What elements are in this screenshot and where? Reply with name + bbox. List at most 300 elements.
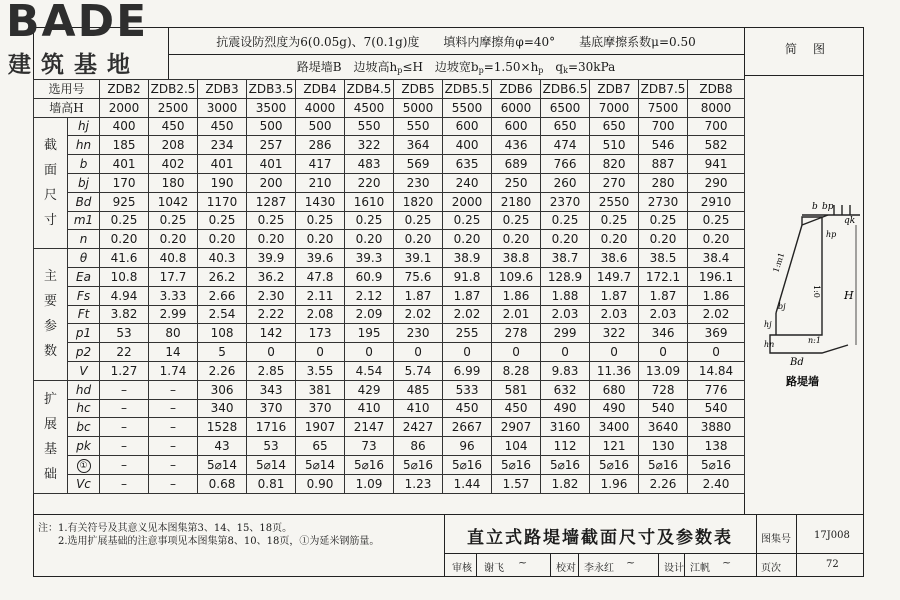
label-bj: bj bbox=[778, 302, 786, 311]
table-row bbox=[34, 380, 745, 399]
table-row-heights bbox=[34, 98, 745, 117]
symbol-cell bbox=[68, 136, 100, 155]
symbol-cell bbox=[68, 343, 100, 362]
value-cell: 700 bbox=[688, 117, 745, 136]
code-cell: ZDB3.5 bbox=[247, 80, 296, 99]
value-cell: 2.01 bbox=[492, 305, 541, 324]
wall-outline bbox=[770, 217, 848, 353]
value-cell: 346 bbox=[639, 324, 688, 343]
value-cell: 417 bbox=[296, 155, 345, 174]
header-select: 选用号 bbox=[34, 80, 100, 99]
value-cell: 689 bbox=[492, 155, 541, 174]
height-cell: 5500 bbox=[443, 98, 492, 117]
condition-line-2 bbox=[168, 58, 744, 75]
cond-text: =30kPa bbox=[567, 60, 616, 74]
value-cell: 13.09 bbox=[639, 361, 688, 380]
tb-sep bbox=[550, 553, 551, 577]
diagram-caption: 路堤墙 bbox=[786, 375, 819, 388]
header-divider bbox=[168, 54, 744, 55]
value-cell: 680 bbox=[590, 380, 639, 399]
value-cell: 299 bbox=[541, 324, 590, 343]
value-cell: 286 bbox=[296, 136, 345, 155]
value-cell: – bbox=[149, 474, 198, 493]
code-cell: ZDB8 bbox=[688, 80, 745, 99]
symbol-cell bbox=[68, 173, 100, 192]
value-cell: 0 bbox=[639, 343, 688, 362]
notes bbox=[38, 522, 379, 548]
value-cell: 2550 bbox=[590, 192, 639, 211]
value-cell: 0 bbox=[394, 343, 443, 362]
value-cell: – bbox=[149, 399, 198, 418]
value-cell: 410 bbox=[394, 399, 443, 418]
value-cell: 0.25 bbox=[198, 211, 247, 230]
value-cell: 364 bbox=[394, 136, 443, 155]
parameter-table bbox=[33, 79, 745, 494]
value-cell: 1.23 bbox=[394, 474, 443, 493]
value-cell: 485 bbox=[394, 380, 443, 399]
value-cell: – bbox=[100, 399, 149, 418]
value-cell: 490 bbox=[541, 399, 590, 418]
value-cell: 0.25 bbox=[149, 211, 198, 230]
code-cell: ZDB7 bbox=[590, 80, 639, 99]
symbol-text: b bbox=[79, 157, 88, 172]
value-cell: 941 bbox=[688, 155, 745, 174]
diagram-title: 简图 bbox=[784, 42, 841, 56]
value-cell: 600 bbox=[443, 117, 492, 136]
value-cell: 533 bbox=[443, 380, 492, 399]
table-row bbox=[34, 437, 745, 456]
wall-diagram bbox=[748, 195, 862, 395]
note-1: 注：1.有关符号及其意义见本图集第3、14、15、18页。 bbox=[38, 523, 293, 534]
cond-sub: p bbox=[538, 66, 544, 75]
value-cell: 96 bbox=[443, 437, 492, 456]
value-cell: 2.54 bbox=[198, 305, 247, 324]
symbol-text: pk bbox=[76, 439, 91, 454]
value-cell: 3.82 bbox=[100, 305, 149, 324]
label-m1: 1:m1 bbox=[771, 251, 787, 274]
check-label: 校对 bbox=[556, 563, 576, 574]
value-cell: 1.87 bbox=[590, 286, 639, 305]
value-cell: 8.28 bbox=[492, 361, 541, 380]
atlas-label-divider bbox=[756, 514, 757, 577]
symbol-cell bbox=[68, 305, 100, 324]
table-row bbox=[34, 418, 745, 437]
value-cell: 306 bbox=[198, 380, 247, 399]
cond-sub: k bbox=[563, 66, 568, 75]
value-cell: 369 bbox=[688, 324, 745, 343]
height-cell: 3500 bbox=[247, 98, 296, 117]
value-cell: 3160 bbox=[541, 418, 590, 437]
value-cell: 53 bbox=[100, 324, 149, 343]
symbol-cell bbox=[68, 361, 100, 380]
value-cell: 257 bbox=[247, 136, 296, 155]
symbol-text: bc bbox=[76, 420, 91, 435]
value-cell: 104 bbox=[492, 437, 541, 456]
height-cell: 5000 bbox=[394, 98, 443, 117]
value-cell: 278 bbox=[492, 324, 541, 343]
value-cell: 190 bbox=[198, 173, 247, 192]
label-bp: bp bbox=[822, 202, 834, 212]
value-cell: 2.40 bbox=[688, 474, 745, 493]
atlas-number: 17J008 bbox=[814, 530, 850, 541]
value-cell: 1.09 bbox=[345, 474, 394, 493]
diagram-title-divider bbox=[744, 75, 864, 76]
page-label: 页次 bbox=[761, 563, 781, 574]
label-H: H bbox=[844, 289, 854, 302]
value-cell: 17.7 bbox=[149, 267, 198, 286]
symbol-text: θ bbox=[79, 251, 88, 266]
value-cell: 4.94 bbox=[100, 286, 149, 305]
value-cell: 0 bbox=[345, 343, 394, 362]
value-cell: 128.9 bbox=[541, 267, 590, 286]
value-cell: 138 bbox=[688, 437, 745, 456]
value-cell: 200 bbox=[247, 173, 296, 192]
symbol-text: m1 bbox=[73, 213, 94, 228]
logo-subtitle: 建筑基地 bbox=[8, 52, 140, 78]
value-cell: 3880 bbox=[688, 418, 745, 437]
code-cell: ZDB5.5 bbox=[443, 80, 492, 99]
value-cell: 5⌀14 bbox=[247, 455, 296, 474]
table-row bbox=[34, 211, 745, 230]
value-cell: 0 bbox=[247, 343, 296, 362]
value-cell: 2370 bbox=[541, 192, 590, 211]
group-label-text: 截面尺寸 bbox=[43, 137, 57, 228]
value-cell: – bbox=[100, 474, 149, 493]
value-cell: 700 bbox=[639, 117, 688, 136]
value-cell: 26.2 bbox=[198, 267, 247, 286]
value-cell: 2.26 bbox=[198, 361, 247, 380]
value-cell: 429 bbox=[345, 380, 394, 399]
value-cell: 540 bbox=[688, 399, 745, 418]
label-qk: qk bbox=[844, 216, 856, 226]
value-cell: 112 bbox=[541, 437, 590, 456]
symbol-cell bbox=[68, 249, 100, 268]
value-cell: 73 bbox=[345, 437, 394, 456]
value-cell: 172.1 bbox=[639, 267, 688, 286]
value-cell: 550 bbox=[394, 117, 443, 136]
value-cell: 0.20 bbox=[688, 230, 745, 249]
value-cell: 0.20 bbox=[247, 230, 296, 249]
value-cell: 0.25 bbox=[541, 211, 590, 230]
value-cell: 1.86 bbox=[492, 286, 541, 305]
code-cell: ZDB3 bbox=[198, 80, 247, 99]
cond-text: =1.50×h bbox=[483, 60, 539, 74]
symbol-cell bbox=[68, 324, 100, 343]
value-cell: 6.99 bbox=[443, 361, 492, 380]
value-cell: 2.08 bbox=[296, 305, 345, 324]
value-cell: 3400 bbox=[590, 418, 639, 437]
code-cell: ZDB4 bbox=[296, 80, 345, 99]
watermark-logo bbox=[6, 0, 158, 78]
titleblock-row-divider bbox=[444, 553, 864, 554]
table-row bbox=[34, 230, 745, 249]
label-b: b bbox=[812, 202, 818, 212]
value-cell: 450 bbox=[149, 117, 198, 136]
value-cell: 43 bbox=[198, 437, 247, 456]
value-cell: 5⌀16 bbox=[688, 455, 745, 474]
value-cell: 5.74 bbox=[394, 361, 443, 380]
height-cell: 8000 bbox=[688, 98, 745, 117]
value-cell: 0 bbox=[492, 343, 541, 362]
value-cell: 5⌀16 bbox=[639, 455, 688, 474]
atlas-value-divider bbox=[796, 514, 797, 577]
value-cell: 260 bbox=[541, 173, 590, 192]
value-cell: 60.9 bbox=[345, 267, 394, 286]
value-cell: 546 bbox=[639, 136, 688, 155]
value-cell: 2730 bbox=[639, 192, 688, 211]
value-cell: 1.88 bbox=[541, 286, 590, 305]
value-cell: 370 bbox=[296, 399, 345, 418]
table-row bbox=[34, 192, 745, 211]
symbol-text: Bd bbox=[75, 194, 92, 209]
value-cell: 2000 bbox=[443, 192, 492, 211]
value-cell: 343 bbox=[247, 380, 296, 399]
value-cell: 5⌀16 bbox=[590, 455, 639, 474]
value-cell: 36.2 bbox=[247, 267, 296, 286]
symbol-text: hd bbox=[75, 382, 92, 397]
value-cell: 0.81 bbox=[247, 474, 296, 493]
value-cell: 1.74 bbox=[149, 361, 198, 380]
value-cell: 38.8 bbox=[492, 249, 541, 268]
tb-sep bbox=[578, 553, 579, 577]
value-cell: 180 bbox=[149, 173, 198, 192]
height-cell: 3000 bbox=[198, 98, 247, 117]
value-cell: 38.4 bbox=[688, 249, 745, 268]
label-hn: hn bbox=[764, 340, 775, 349]
symbol-text: hj bbox=[78, 119, 89, 134]
value-cell: 250 bbox=[492, 173, 541, 192]
value-cell: 1.44 bbox=[443, 474, 492, 493]
symbol-cell bbox=[68, 192, 100, 211]
value-cell: 1.87 bbox=[443, 286, 492, 305]
value-cell: 635 bbox=[443, 155, 492, 174]
label-n: n:1 bbox=[808, 336, 821, 345]
value-cell: 255 bbox=[443, 324, 492, 343]
value-cell: 5⌀14 bbox=[198, 455, 247, 474]
value-cell: 108 bbox=[198, 324, 247, 343]
value-cell: 39.1 bbox=[394, 249, 443, 268]
value-cell: 0.90 bbox=[296, 474, 345, 493]
review-signature: ~ bbox=[518, 556, 528, 569]
value-cell: 1.27 bbox=[100, 361, 149, 380]
check-signature: ~ bbox=[626, 556, 636, 569]
value-cell: 1528 bbox=[198, 418, 247, 437]
table-row bbox=[34, 474, 745, 493]
height-cell: 6000 bbox=[492, 98, 541, 117]
cond-text: ≤H 边坡宽b bbox=[402, 60, 479, 74]
design-signature: ~ bbox=[722, 556, 732, 569]
value-cell: 39.3 bbox=[345, 249, 394, 268]
height-cell: 4500 bbox=[345, 98, 394, 117]
symbol-cell bbox=[68, 437, 100, 456]
value-cell: 0.20 bbox=[198, 230, 247, 249]
value-cell: 650 bbox=[541, 117, 590, 136]
table-row bbox=[34, 343, 745, 362]
value-cell: 5 bbox=[198, 343, 247, 362]
value-cell: 38.5 bbox=[639, 249, 688, 268]
height-cell: 6500 bbox=[541, 98, 590, 117]
table-row bbox=[34, 267, 745, 286]
condition-line-1: 抗震设防烈度为6(0.05g)、7(0.1g)度 填料内摩擦角φ=40° 基底摩擦系数μ=0.50 bbox=[216, 35, 696, 49]
table-row bbox=[34, 455, 745, 474]
symbol-cell bbox=[68, 418, 100, 437]
value-cell: 22 bbox=[100, 343, 149, 362]
value-cell: 0.20 bbox=[541, 230, 590, 249]
value-cell: 5⌀14 bbox=[296, 455, 345, 474]
value-cell: 0.25 bbox=[394, 211, 443, 230]
value-cell: 370 bbox=[247, 399, 296, 418]
group-label-text: 扩展基础 bbox=[43, 391, 57, 482]
value-cell: 2907 bbox=[492, 418, 541, 437]
value-cell: 322 bbox=[590, 324, 639, 343]
value-cell: 0.25 bbox=[247, 211, 296, 230]
value-cell: – bbox=[100, 380, 149, 399]
value-cell: 4.54 bbox=[345, 361, 394, 380]
value-cell: 1430 bbox=[296, 192, 345, 211]
value-cell: 0.20 bbox=[639, 230, 688, 249]
label-hj: hj bbox=[764, 320, 772, 329]
value-cell: 173 bbox=[296, 324, 345, 343]
value-cell: 2180 bbox=[492, 192, 541, 211]
value-cell: 2.03 bbox=[590, 305, 639, 324]
symbol-cell bbox=[68, 380, 100, 399]
cond-text: 路堤墙B 边坡高h bbox=[296, 60, 398, 74]
value-cell: 650 bbox=[590, 117, 639, 136]
value-cell: 632 bbox=[541, 380, 590, 399]
logo-brand: BADE bbox=[6, 0, 149, 47]
value-cell: 410 bbox=[345, 399, 394, 418]
check-name: 李永红 bbox=[584, 563, 614, 574]
value-cell: 80 bbox=[149, 324, 198, 343]
value-cell: 2.12 bbox=[345, 286, 394, 305]
value-cell: 0.20 bbox=[394, 230, 443, 249]
symbol-cell bbox=[68, 230, 100, 249]
code-cell: ZDB4.5 bbox=[345, 80, 394, 99]
value-cell: 0 bbox=[688, 343, 745, 362]
value-cell: 0.25 bbox=[492, 211, 541, 230]
value-cell: 0 bbox=[296, 343, 345, 362]
value-cell: – bbox=[149, 437, 198, 456]
value-cell: 381 bbox=[296, 380, 345, 399]
value-cell: 2.02 bbox=[443, 305, 492, 324]
value-cell: 5⌀16 bbox=[443, 455, 492, 474]
value-cell: 208 bbox=[149, 136, 198, 155]
height-cell: 2500 bbox=[149, 98, 198, 117]
value-cell: 230 bbox=[394, 324, 443, 343]
symbol-text: bj bbox=[78, 175, 89, 190]
value-cell: 9.83 bbox=[541, 361, 590, 380]
symbol-text: p2 bbox=[75, 345, 92, 360]
value-cell: 0.25 bbox=[345, 211, 394, 230]
symbol-cell bbox=[68, 455, 100, 474]
tb-sep bbox=[658, 553, 659, 577]
atlas-label: 图集号 bbox=[761, 534, 791, 545]
drawing-title: 直立式路堤墙截面尺寸及参数表 bbox=[467, 528, 733, 548]
value-cell: 240 bbox=[443, 173, 492, 192]
value-cell: 142 bbox=[247, 324, 296, 343]
value-cell: 41.6 bbox=[100, 249, 149, 268]
value-cell: 0.25 bbox=[590, 211, 639, 230]
value-cell: 2.03 bbox=[639, 305, 688, 324]
symbol-text: Vc bbox=[76, 476, 91, 491]
design-label: 设计 bbox=[664, 563, 684, 574]
value-cell: 170 bbox=[100, 173, 149, 192]
height-cell: 4000 bbox=[296, 98, 345, 117]
table-row bbox=[34, 399, 745, 418]
code-cell: ZDB6.5 bbox=[541, 80, 590, 99]
note-2: 2.选用扩展基础的注意事项见本图集第8、10、18页，①为延米钢筋量。 bbox=[38, 536, 380, 547]
symbol-text: hc bbox=[76, 401, 91, 416]
value-cell: 14.84 bbox=[688, 361, 745, 380]
value-cell: 3.55 bbox=[296, 361, 345, 380]
code-cell: ZDB5 bbox=[394, 80, 443, 99]
symbol-cell bbox=[68, 474, 100, 493]
symbol-text: hn bbox=[75, 138, 92, 153]
value-cell: 1907 bbox=[296, 418, 345, 437]
value-cell: 1.86 bbox=[688, 286, 745, 305]
symbol-text: n bbox=[79, 232, 88, 247]
symbol-cell bbox=[68, 211, 100, 230]
value-cell: 820 bbox=[590, 155, 639, 174]
table-row bbox=[34, 155, 745, 174]
value-cell: 185 bbox=[100, 136, 149, 155]
value-cell: 581 bbox=[492, 380, 541, 399]
value-cell: 483 bbox=[345, 155, 394, 174]
table-row bbox=[34, 173, 745, 192]
value-cell: 401 bbox=[100, 155, 149, 174]
symbol-cell bbox=[68, 117, 100, 136]
value-cell: 0.20 bbox=[149, 230, 198, 249]
value-cell: 270 bbox=[590, 173, 639, 192]
value-cell: 0.20 bbox=[100, 230, 149, 249]
value-cell: 2.02 bbox=[394, 305, 443, 324]
value-cell: 0.20 bbox=[345, 230, 394, 249]
value-cell: 0 bbox=[590, 343, 639, 362]
value-cell: 0.25 bbox=[688, 211, 745, 230]
symbol-text: Fs bbox=[76, 288, 91, 303]
value-cell: – bbox=[149, 455, 198, 474]
value-cell: 1042 bbox=[149, 192, 198, 211]
group-label-text: 主要参数 bbox=[43, 269, 57, 360]
value-cell: 1820 bbox=[394, 192, 443, 211]
value-cell: 2.85 bbox=[247, 361, 296, 380]
value-cell: 11.36 bbox=[590, 361, 639, 380]
value-cell: 1287 bbox=[247, 192, 296, 211]
table-row bbox=[34, 136, 745, 155]
table-row bbox=[34, 286, 745, 305]
value-cell: 14 bbox=[149, 343, 198, 362]
value-cell: 5⌀16 bbox=[394, 455, 443, 474]
height-cell: 7000 bbox=[590, 98, 639, 117]
value-cell: 402 bbox=[149, 155, 198, 174]
code-cell: ZDB2.5 bbox=[149, 80, 198, 99]
value-cell: 230 bbox=[394, 173, 443, 192]
value-cell: 75.6 bbox=[394, 267, 443, 286]
symbol-cell bbox=[68, 399, 100, 418]
value-cell: 2.02 bbox=[688, 305, 745, 324]
symbol-text: ① bbox=[77, 459, 91, 473]
value-cell: 121 bbox=[590, 437, 639, 456]
footer-divider bbox=[33, 514, 864, 515]
value-cell: 550 bbox=[345, 117, 394, 136]
value-cell: 39.9 bbox=[247, 249, 296, 268]
value-cell: 2.11 bbox=[296, 286, 345, 305]
value-cell: 0.25 bbox=[296, 211, 345, 230]
value-cell: 540 bbox=[639, 399, 688, 418]
value-cell: 2.09 bbox=[345, 305, 394, 324]
value-cell: 1.96 bbox=[590, 474, 639, 493]
group-label bbox=[34, 117, 68, 249]
